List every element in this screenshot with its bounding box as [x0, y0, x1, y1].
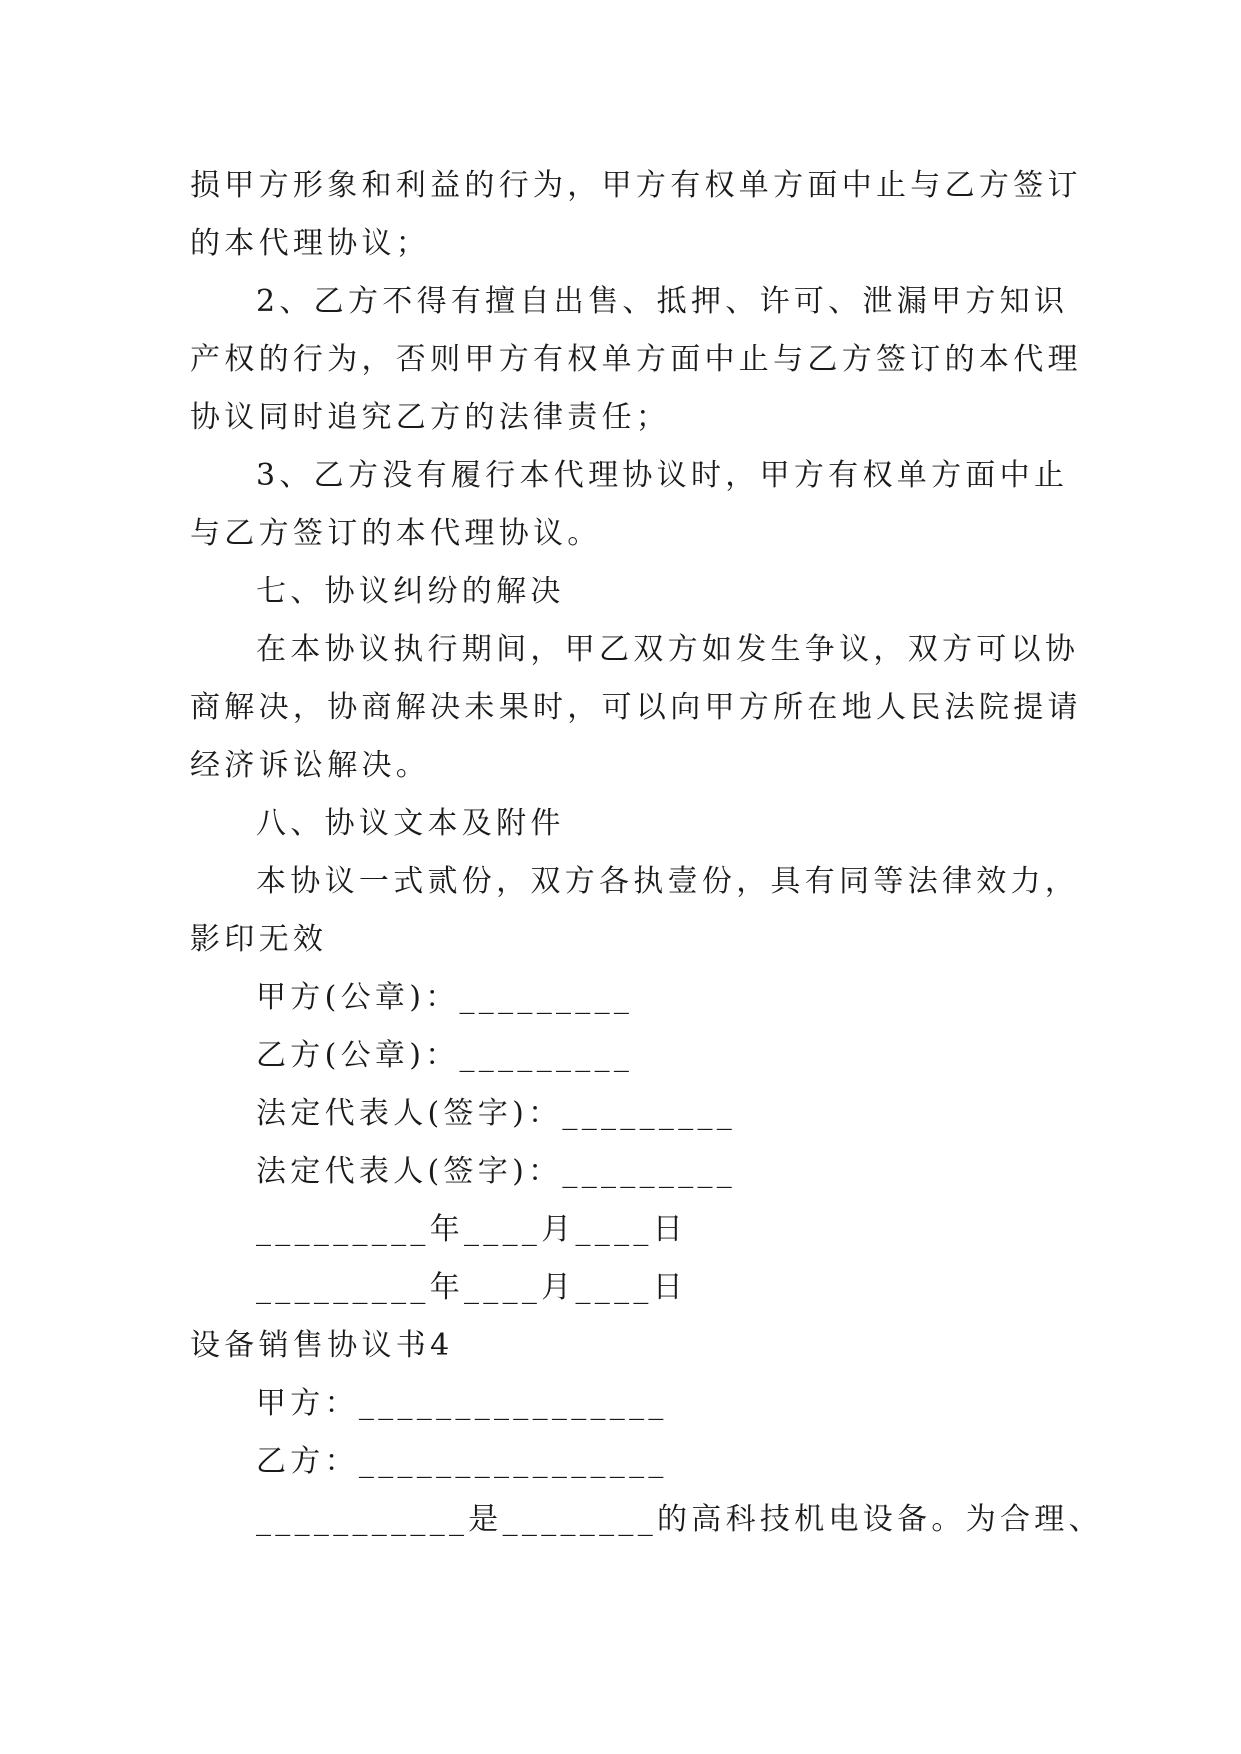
text-line: 本协议一式贰份，双方各执壹份，具有同等法律效力， — [256, 864, 1080, 899]
text-line: 损甲方形象和利益的行为，甲方有权单方面中止与乙方签订 — [190, 168, 1082, 203]
text-line: 2、乙方不得有擅自出售、抵押、许可、泄漏甲方知识 — [256, 284, 1069, 319]
text-line: 经济诉讼解决。 — [190, 748, 431, 783]
text-line: 协议同时追究乙方的法律责任； — [190, 400, 671, 435]
text-line: 3、乙方没有履行本代理协议时，甲方有权单方面中止 — [256, 458, 1069, 493]
date-line: _________年____月____日 — [256, 1212, 687, 1247]
signature-line-party-b: 乙方(公章)：_________ — [256, 1038, 634, 1073]
text-line: 的本代理协议； — [190, 226, 431, 261]
date-line: _________年____月____日 — [256, 1270, 687, 1305]
text-line: 与乙方签订的本代理协议。 — [190, 516, 602, 551]
signature-line-representative: 法定代表人(签字)：_________ — [256, 1154, 737, 1189]
signature-line-representative: 法定代表人(签字)：_________ — [256, 1096, 737, 1131]
document-title: 设备销售协议书4 — [190, 1328, 454, 1363]
signature-line-party-a: 甲方(公章)：_________ — [256, 980, 634, 1015]
text-line: 在本协议执行期间，甲乙双方如发生争议，双方可以协 — [256, 632, 1080, 667]
party-a-line: 甲方：________________ — [256, 1386, 668, 1421]
section-heading: 七、协议纠纷的解决 — [256, 574, 565, 609]
text-line: 产权的行为，否则甲方有权单方面中止与乙方签订的本代理 — [190, 342, 1082, 377]
party-b-line: 乙方：________________ — [256, 1444, 668, 1479]
text-line: 商解决，协商解决未果时，可以向甲方所在地人民法院提请 — [190, 690, 1082, 725]
section-heading: 八、协议文本及附件 — [256, 806, 565, 841]
text-line: ___________是________的高科技机电设备。为合理、 — [256, 1502, 1103, 1537]
text-line: 影印无效 — [190, 922, 328, 957]
